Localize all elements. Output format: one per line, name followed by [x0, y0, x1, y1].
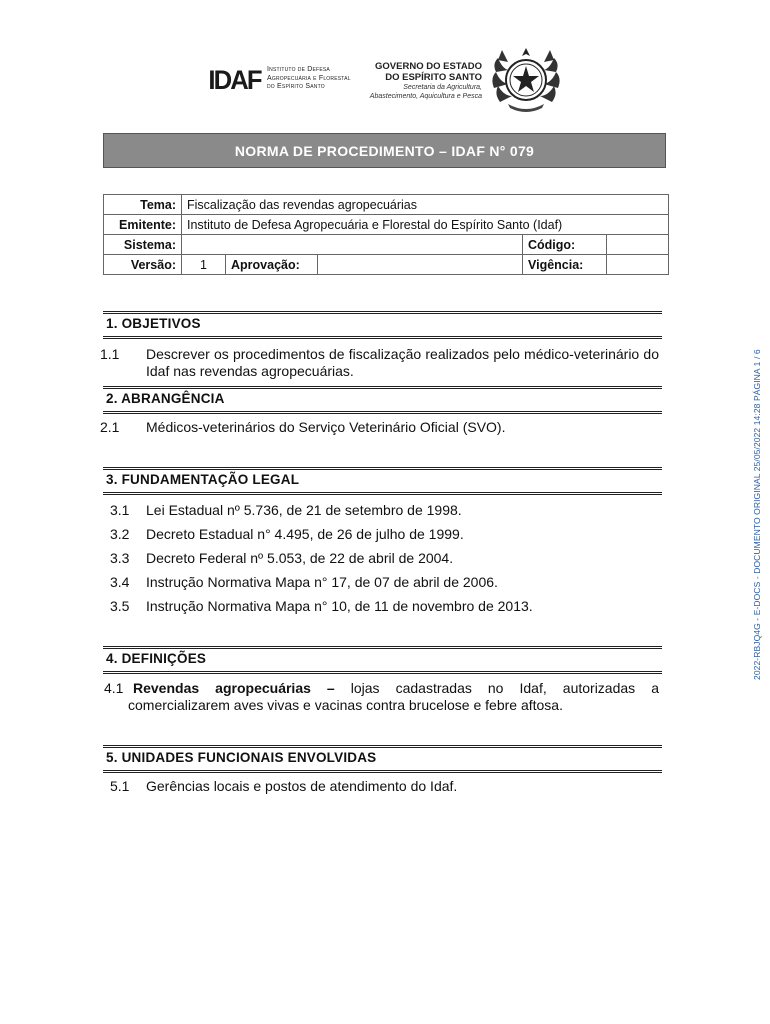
list-item: [110, 550, 659, 574]
item-text: Instrução Normativa Mapa n° 17, de 07 de abril de 2006.: [146, 574, 498, 590]
aprovacao-value: [318, 255, 523, 275]
gov-line2: DO ESPÍRITO SANTO: [385, 72, 482, 83]
codigo-value: [607, 235, 669, 255]
gov-line1: GOVERNO DO ESTADO: [375, 61, 482, 72]
list-item: [110, 526, 659, 550]
section-header-fundamentacao-legal: [103, 467, 662, 495]
item-number: 3.3: [110, 550, 130, 566]
item-number: 3.2: [110, 526, 130, 542]
item-number: 5.1: [110, 778, 130, 794]
idaf-logo: IDAF: [208, 65, 261, 95]
document-title: NORMA DE PROCEDIMENTO – IDAF N° 079: [234, 142, 535, 159]
item-text: Gerências locais e postos de atendimento do Idaf.: [146, 778, 458, 794]
tema-label: Tema:: [104, 195, 182, 215]
section-header-definicoes: [103, 646, 662, 674]
emitente-label: Emitente:: [104, 215, 182, 235]
list-item: [104, 680, 659, 714]
section-title: 4. DEFINIÇÕES: [106, 651, 207, 666]
document-title-bar: [103, 133, 666, 168]
section-title: 3. FUNDAMENTAÇÃO LEGAL: [106, 472, 300, 487]
section-title: 1. OBJETIVOS: [106, 316, 201, 331]
item-number: 2.1: [100, 419, 120, 435]
idaf-name-line: Instituto de Defesa: [267, 66, 330, 73]
idaf-name-line: do Espírito Santo: [267, 83, 325, 90]
idaf-name: [267, 66, 351, 92]
item-number: 3.4: [110, 574, 130, 590]
item-text: Decreto Estadual n° 4.495, de 26 de julho de 1999.: [146, 526, 464, 542]
sistema-value: [182, 235, 523, 255]
item-text: Descrever os procedimentos de fiscalização realizados pelo médico-veterinário do Idaf nas revendas agropecuárias.: [146, 346, 659, 379]
aprovacao-label: Aprovação:: [226, 255, 318, 275]
state-coat-of-arms-icon: [488, 42, 564, 118]
gov-sub2: Abastecimento, Aquicultura e Pesca: [369, 93, 482, 100]
list-item: [100, 346, 659, 380]
codigo-label: Código:: [523, 235, 607, 255]
section-header-unidades-funcionais: [103, 745, 662, 773]
item-text: Decreto Federal nº 5.053, de 22 de abril de 2004.: [146, 550, 454, 566]
list-item: [110, 574, 659, 598]
table-row: [104, 195, 669, 215]
item-number: 3.1: [110, 502, 130, 518]
list-item: [110, 502, 659, 526]
item-number: 1.1: [100, 346, 120, 362]
tema-value: Fiscalização das revendas agropecuárias: [182, 195, 669, 215]
vigencia-value: [607, 255, 669, 275]
emitente-value: Instituto de Defesa Agropecuária e Florestal do Espírito Santo (Idaf): [182, 215, 669, 235]
versao-label: Versão:: [104, 255, 182, 275]
item-number: 4.1: [104, 680, 124, 696]
section-title: 2. ABRANGÊNCIA: [106, 391, 225, 406]
versao-value: 1: [182, 255, 226, 275]
e-docs-side-stamp: 2022-RBJQ4G - E-DOCS - DOCUMENTO ORIGINAL 25/05/2022 14:28 PÁGINA 1 / 6: [752, 349, 762, 680]
idaf-name-line: Agropecuária e Florestal: [267, 74, 351, 82]
section-title: 5. UNIDADES FUNCIONAIS ENVOLVIDAS: [106, 750, 377, 765]
definition-term: Revendas agropecuárias –: [133, 680, 335, 696]
list-item: [110, 778, 659, 795]
gov-sub1: Secretaria da Agricultura,: [403, 84, 482, 91]
item-text: Médicos-veterinários do Serviço Veterinário Oficial (SVO).: [146, 419, 506, 435]
item-text: lojas cadastradas no Idaf, autorizadas a comercializarem aves vivas e vacinas contra brucelose e febre aftosa.: [128, 680, 659, 713]
item-text: Instrução Normativa Mapa n° 10, de 11 de novembro de 2013.: [146, 598, 533, 614]
section-header-objetivos: [103, 311, 662, 339]
item-number: 3.5: [110, 598, 130, 614]
table-row: [104, 255, 669, 275]
table-row: [104, 235, 669, 255]
document-info-table: [103, 194, 669, 275]
vigencia-label: Vigência:: [523, 255, 607, 275]
table-row: [104, 215, 669, 235]
list-item: [110, 598, 659, 622]
list: [110, 502, 659, 622]
government-header: [358, 61, 482, 101]
section-header-abrangencia: [103, 386, 662, 414]
list-item: [100, 419, 659, 436]
sistema-label: Sistema:: [104, 235, 182, 255]
item-text: Lei Estadual nº 5.736, de 21 de setembro de 1998.: [146, 502, 462, 518]
item-text-block: [128, 680, 659, 714]
